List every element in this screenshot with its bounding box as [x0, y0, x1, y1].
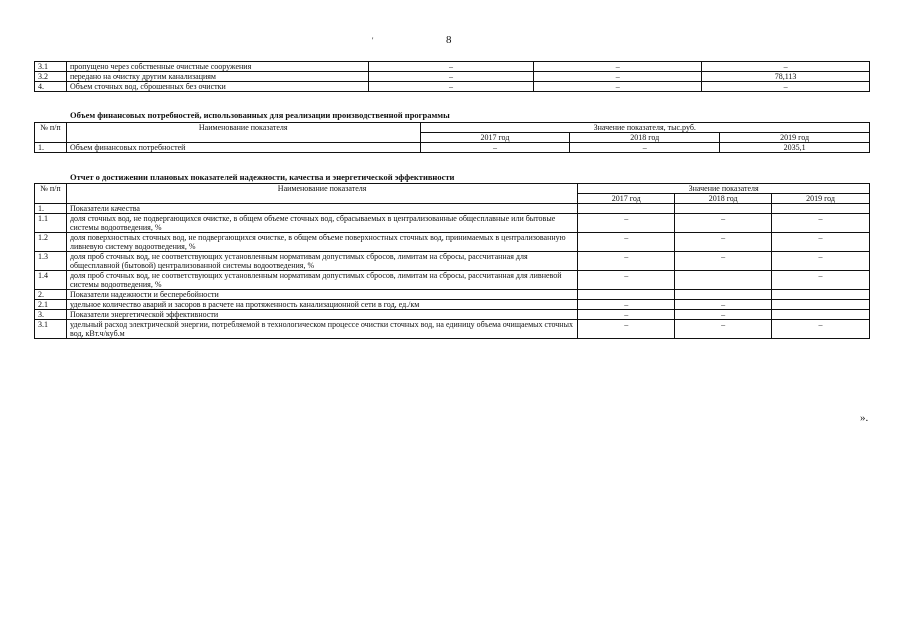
row-value: –: [534, 62, 702, 72]
row-value: –: [772, 214, 870, 233]
header-year: 2017 год: [420, 133, 570, 143]
table-row: [35, 233, 870, 252]
indicators-report-title: Отчет о достижении плановых показателей надежности, качества и энергетической эффективности: [70, 172, 455, 182]
row-number: 3.2: [35, 72, 67, 82]
row-number: 4.: [35, 82, 67, 92]
row-value: 78,113: [702, 72, 870, 82]
financial-needs-title: Объем финансовых потребностей, использованных для реализации производственной программы: [70, 110, 450, 120]
row-value: [772, 204, 870, 214]
row-name: доля проб сточных вод, не соответствующих установленным нормативам допустимых сбросов, лимитам на сбросы, рассчитанная для общесплавной (бытовой) централизованной системы водоотведения, %: [66, 252, 577, 271]
row-value: –: [578, 300, 675, 310]
row-value: –: [368, 62, 534, 72]
row-value: –: [578, 233, 675, 252]
row-value: –: [702, 82, 870, 92]
row-name: доля сточных вод, не подвергающихся очистке, в общем объеме сточных вод, сбрасываемых в централизованные общесплавные или бытовые системы водоотведения, %: [66, 214, 577, 233]
row-value: [675, 204, 772, 214]
table-row: [35, 214, 870, 233]
table-row: [35, 62, 870, 72]
row-number: 1.2: [35, 233, 67, 252]
financial-needs-table: [34, 122, 870, 153]
row-value: [675, 290, 772, 300]
header-value: Значение показателя, тыс.руб.: [420, 123, 869, 133]
row-number: 1.3: [35, 252, 67, 271]
table-row: [35, 82, 870, 92]
row-number: 3.: [35, 310, 67, 320]
row-number: 1.: [35, 204, 67, 214]
header-year: 2019 год: [720, 133, 870, 143]
row-value: –: [772, 252, 870, 271]
row-number: 2.: [35, 290, 67, 300]
table-row: [35, 310, 870, 320]
table-row: [35, 252, 870, 271]
row-value: –: [368, 82, 534, 92]
table-row: [35, 320, 870, 339]
closing-quote: ».: [860, 412, 869, 424]
row-value: –: [534, 72, 702, 82]
row-value: –: [675, 233, 772, 252]
row-value: –: [675, 310, 772, 320]
table-row: [35, 143, 870, 153]
header-name: Наименование показателя: [66, 184, 577, 204]
header-value: Значение показателя: [578, 184, 870, 194]
header-year: 2017 год: [578, 194, 675, 204]
row-value: [675, 271, 772, 290]
page-number: 8: [446, 34, 452, 46]
row-value: –: [578, 310, 675, 320]
row-value: [772, 300, 870, 310]
row-value: [578, 204, 675, 214]
header-num: № п/п: [35, 184, 67, 204]
header-num: № п/п: [35, 123, 67, 143]
row-value: [772, 310, 870, 320]
row-value: [578, 290, 675, 300]
row-value: –: [702, 62, 870, 72]
row-value: –: [675, 300, 772, 310]
row-name: доля проб сточных вод, не соответствующих установленным нормативам допустимых сбросов, лимитам на сбросы, рассчитанная для ливневой системы водоотведения, %: [66, 271, 577, 290]
row-name: Показатели надежности и бесперебойности: [66, 290, 577, 300]
header-name: Наименование показателя: [66, 123, 420, 143]
row-value: –: [534, 82, 702, 92]
row-name: Объем сточных вод, сброшенных без очистки: [66, 82, 368, 92]
speck-mark: ': [372, 36, 374, 45]
row-name: Показатели энергетической эффективности: [66, 310, 577, 320]
indicators-report-table: [34, 183, 870, 339]
row-value: –: [578, 252, 675, 271]
table-row: [35, 204, 870, 214]
row-value: –: [675, 252, 772, 271]
row-name: Показатели качества: [66, 204, 577, 214]
row-number: 1.1: [35, 214, 67, 233]
row-name: удельный расход электрической энергии, потребляемой в технологическом процессе очистки сточных вод, на единицу объема очищаемых сточных вод, кВт.ч/куб.м: [66, 320, 577, 339]
row-value: –: [570, 143, 720, 153]
row-name: передано на очистку другим канализациям: [66, 72, 368, 82]
row-number: 1.4: [35, 271, 67, 290]
row-value: –: [675, 214, 772, 233]
row-number: 1.: [35, 143, 67, 153]
table-row: [35, 290, 870, 300]
table-row: [35, 271, 870, 290]
row-number: 2.1: [35, 300, 67, 310]
row-value: –: [772, 233, 870, 252]
row-name: Объем финансовых потребностей: [66, 143, 420, 153]
row-value: –: [578, 271, 675, 290]
wastewater-volume-table: [34, 61, 870, 92]
row-value: 2035,1: [720, 143, 870, 153]
header-year: 2018 год: [570, 133, 720, 143]
table-row: [35, 300, 870, 310]
row-value: –: [675, 320, 772, 339]
row-value: –: [578, 214, 675, 233]
row-number: 3.1: [35, 62, 67, 72]
row-number: 3.1: [35, 320, 67, 339]
table-row: [35, 72, 870, 82]
header-year: 2019 год: [772, 194, 870, 204]
row-name: доля поверхностных сточных вод, не подвергающихся очистке, в общем объеме поверхностных сточных вод, принимаемых в централизованную ливневую систему водоотведения, %: [66, 233, 577, 252]
row-value: –: [368, 72, 534, 82]
row-value: –: [420, 143, 570, 153]
row-value: –: [772, 271, 870, 290]
row-value: [772, 290, 870, 300]
row-name: удельное количество аварий и засоров в расчете на протяженность канализационной сети в год, ед./км: [66, 300, 577, 310]
row-value: –: [578, 320, 675, 339]
row-value: –: [772, 320, 870, 339]
header-year: 2018 год: [675, 194, 772, 204]
row-name: пропущено через собственные очистные сооружения: [66, 62, 368, 72]
